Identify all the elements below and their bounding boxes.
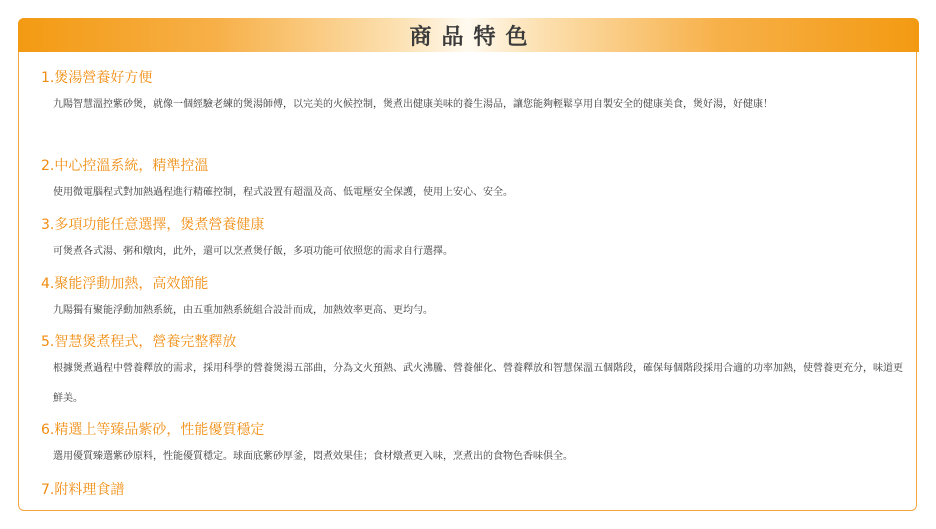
- feature-3-text: 可煲煮各式湯、粥和燉肉，此外，還可以烹煮煲仔飯，多項功能可依照您的需求自行選擇。: [53, 246, 453, 257]
- product-features-panel: [18, 18, 917, 511]
- feature-4-text: 九陽獨有聚能浮動加熱系統，由五重加熱系統組合設計而成，加熱效率更高、更均勻。: [53, 305, 433, 316]
- feature-2-heading: 2.中心控溫系統，精準控溫: [41, 158, 209, 174]
- feature-6-text: 選用優質臻選紫砂原料，性能優質穩定。球面底紫砂厚釜，悶煮效果佳；食材燉煮更入味，烹煮出的食物色香味俱全。: [53, 451, 573, 462]
- panel-title: 商品特色: [409, 24, 538, 50]
- feature-7-heading: 7.附料理食譜: [41, 482, 125, 498]
- feature-6-heading: 6.精選上等臻品紫砂，性能優質穩定: [41, 422, 265, 438]
- panel-header: [18, 18, 919, 52]
- feature-1-text: 九陽智慧溫控紫砂煲，就像一個經驗老練的煲湯師傅，以完美的火候控制，煲煮出健康美味的養生湯品，讓您能夠輕鬆享用自製安全的健康美食，煲好湯，好健康！: [53, 99, 773, 110]
- feature-4-heading: 4.聚能浮動加熱，高效節能: [41, 276, 209, 292]
- feature-2-text: 使用微電腦程式對加熱過程進行精確控制，程式設置有超溫及高、低電壓安全保護，使用上安心、安全。: [53, 187, 513, 198]
- feature-5-heading: 5.智慧煲煮程式，營養完整釋放: [41, 334, 237, 350]
- feature-5-text: 根據煲煮過程中營養釋放的需求，採用科學的營養煲湯五部曲，分為文火預熱、武火沸騰、營養催化、營養釋放和智慧保溫五個階段，確保每個階段採用合適的功率加熱，使營養更充分，味道更鮮美。: [53, 363, 903, 404]
- feature-3-heading: 3.多項功能任意選擇，煲煮營養健康: [41, 217, 265, 233]
- feature-1-heading: 1.煲湯營養好方便: [41, 70, 153, 86]
